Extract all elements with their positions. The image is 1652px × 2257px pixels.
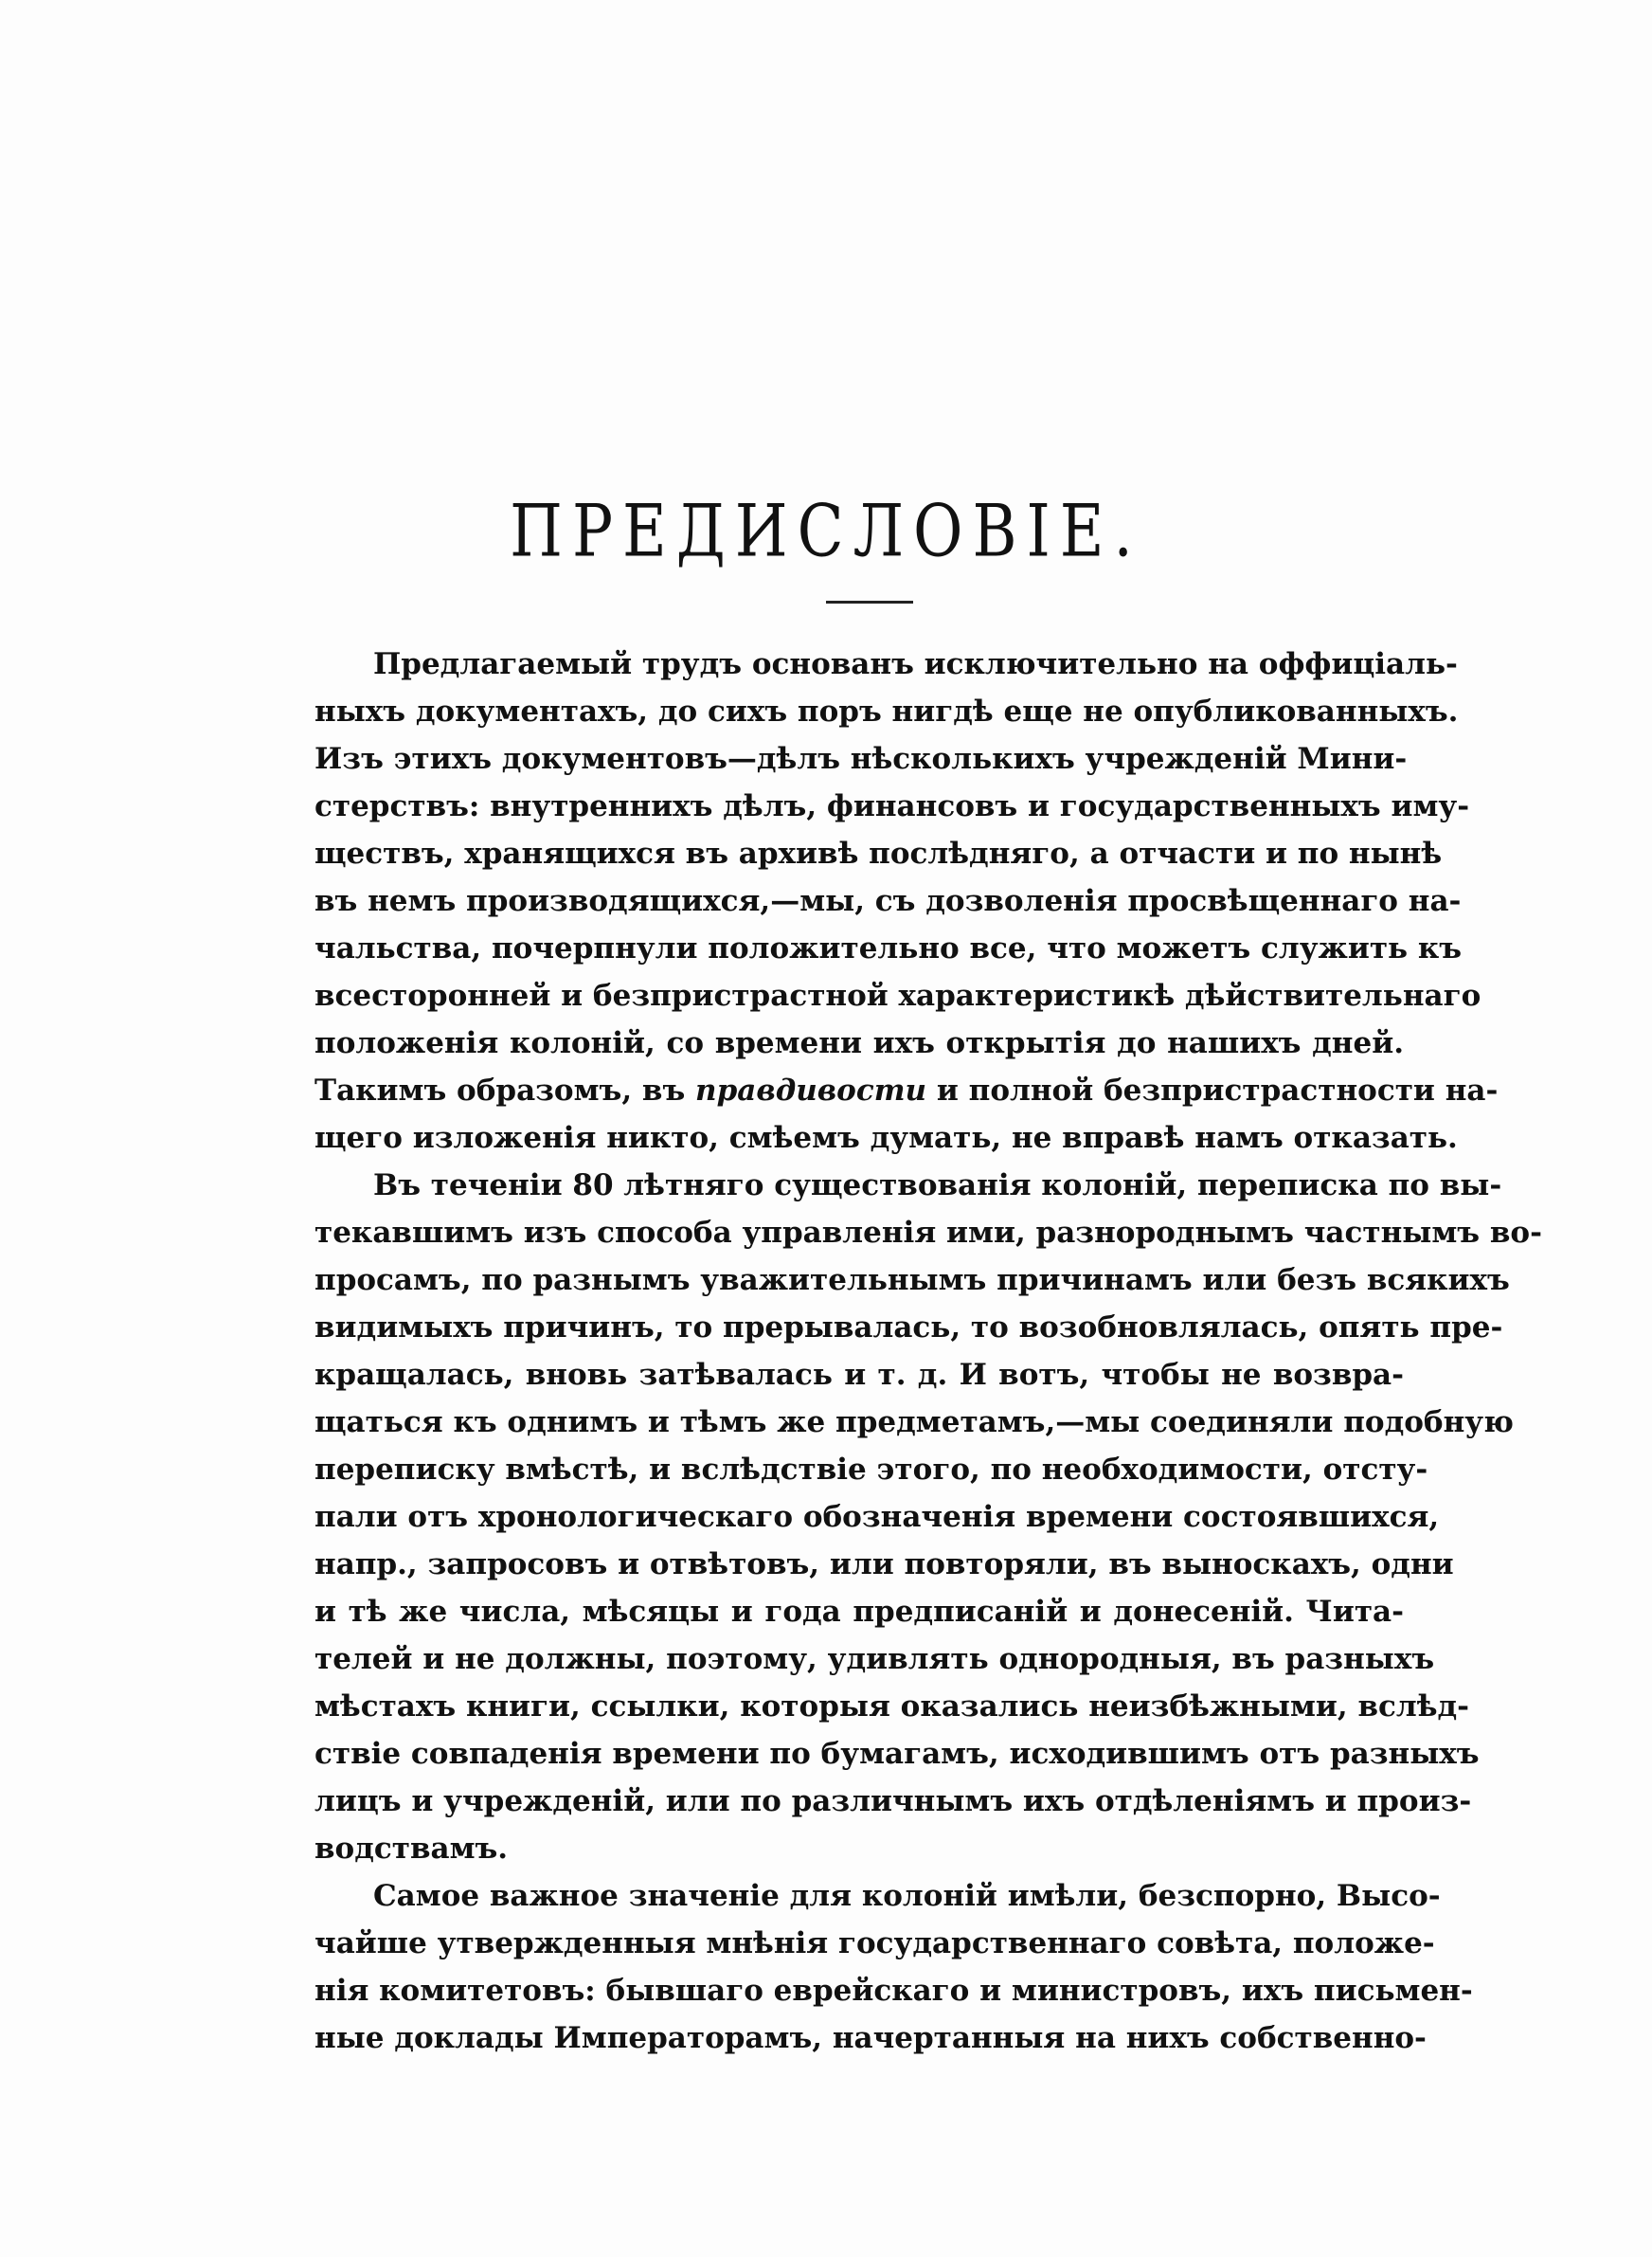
text-line: пали отъ хронологическаго обозначенія времени состоявшихся, xyxy=(314,1500,1440,1534)
chapter-title: ПРЕДИСЛОВІЕ. xyxy=(510,491,1142,574)
text-line: щаться къ однимъ и тѣмъ же предметамъ,—мы соединяли подобную xyxy=(314,1405,1514,1439)
text-line: видимыхъ причинъ, то прерывалась, то возобновлялась, опять пре- xyxy=(314,1310,1503,1345)
text-line: чайше утвержденныя мнѣнія государственнаго совѣта, положе- xyxy=(314,1926,1435,1960)
text-line: мѣстахъ книги, ссылки, которыя оказались неизбѣжными, вслѣд- xyxy=(314,1689,1470,1724)
text-line: просамъ, по разнымъ уважительнымъ причинамъ или безъ всякихъ xyxy=(314,1263,1510,1297)
text-line: щего изложенія никто, смѣемъ думать, не вправѣ намъ отказать. xyxy=(314,1121,1458,1155)
text-line: Предлагаемый трудъ основанъ исключительно на оффиціаль- xyxy=(373,647,1458,681)
text-line: ные доклады Императорамъ, начертанныя на нихъ собственно- xyxy=(314,2021,1427,2055)
body-text xyxy=(314,641,1542,2062)
text-line: водствамъ. xyxy=(314,1832,509,1866)
text-line: стерствъ: внутреннихъ дѣлъ, финансовъ и государственныхъ иму- xyxy=(314,789,1470,823)
text-line: кращалась, вновь затѣвалась и т. д. И вотъ, чтобы не возвра- xyxy=(314,1358,1404,1392)
text-line: нія комитетовъ: бывшаго еврейскаго и министровъ, ихъ письмен- xyxy=(314,1974,1473,2008)
text-line: положенія колоній, со времени ихъ открытія до нашихъ дней. xyxy=(314,1026,1404,1060)
title-divider xyxy=(826,601,913,604)
text-line: всесторонней и безпристрастной характеристикѣ дѣйствительнаго xyxy=(314,979,1481,1013)
text-line: лицъ и учрежденій, или по различнымъ ихъ отдѣленіямъ и произ- xyxy=(314,1784,1472,1818)
text-line: въ немъ производящихся,—мы, съ дозволенія просвѣщеннаго на- xyxy=(314,884,1462,918)
text-line: ществъ, хранящихся въ архивѣ послѣдняго, а отчасти и по нынѣ xyxy=(314,837,1443,871)
text-line: текавшимъ изъ способа управленія ими, разнороднымъ частнымъ во- xyxy=(314,1216,1542,1250)
text-line: и тѣ же числа, мѣсяцы и года предписаній и донесеній. Чита- xyxy=(314,1595,1404,1629)
text-line: Самое важное значеніе для колоній имѣли, безспорно, Высо- xyxy=(373,1879,1441,1913)
text-segment: Такимъ образомъ, въ xyxy=(314,1074,696,1108)
text-segment: и полной безпристрастности на- xyxy=(926,1074,1499,1108)
text-line: переписку вмѣстѣ, и вслѣдствіе этого, по необходимости, отсту- xyxy=(314,1453,1428,1487)
text-line: напр., запросовъ и отвѣтовъ, или повторяли, въ выноскахъ, одни xyxy=(314,1547,1454,1581)
text-line: Въ теченіи 80 лѣтняго существованія колоній, переписка по вы- xyxy=(373,1168,1502,1202)
text-line: чальства, почерпнули положительно все, что можетъ служить къ xyxy=(314,931,1463,966)
text-line: Изъ этихъ документовъ—дѣлъ нѣсколькихъ учрежденій Мини- xyxy=(314,742,1408,776)
text-line-mixed xyxy=(314,1067,1499,1114)
text-line: телей и не должны, поэтому, удивлять однородныя, въ разныхъ xyxy=(314,1642,1435,1676)
text-line: ствіе совпаденія времени по бумагамъ, исходившимъ отъ разныхъ xyxy=(314,1737,1480,1771)
text-line: ныхъ документахъ, до сихъ поръ нигдѣ еще не опубликованныхъ. xyxy=(314,695,1459,729)
italic-word: правдивости xyxy=(695,1074,927,1108)
